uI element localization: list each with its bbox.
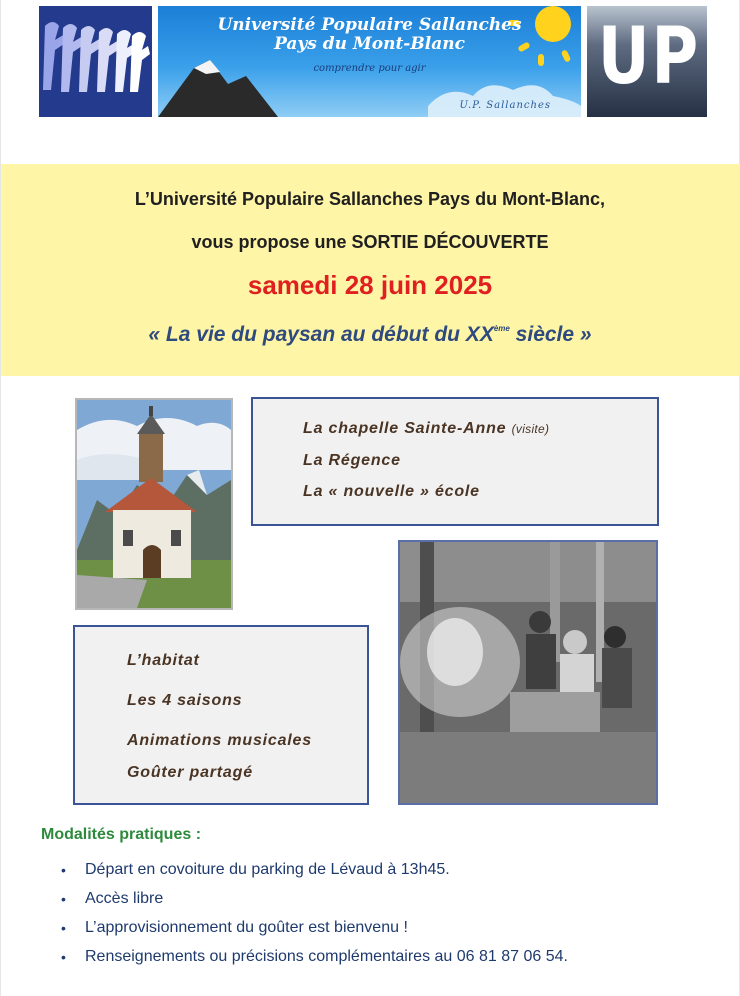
- activities-box: [73, 625, 369, 805]
- practical-list: [61, 858, 568, 974]
- activity-item: L’habitat: [127, 652, 200, 669]
- visit-chapelle: La chapelle Sainte-Anne (visite): [303, 420, 550, 437]
- walking-people-icon: [39, 6, 152, 117]
- event-date: samedi 28 juin 2025: [247, 270, 493, 300]
- visit-regence: La Régence: [303, 452, 401, 469]
- banner-tagline: comprendre pour agir: [313, 63, 426, 74]
- event-theme: « La vie du paysan au début du XXème siècle »: [148, 323, 592, 346]
- banner-title: Université Populaire Sallanches Pays du Mont-Blanc: [217, 15, 522, 54]
- practical-title: Modalités pratiques :: [41, 826, 202, 843]
- chapel-photo: [75, 398, 233, 610]
- visit-ecole: La « nouvelle » école: [303, 483, 480, 500]
- activity-item: Goûter partagé: [127, 764, 253, 781]
- activity-item: Animations musicales: [127, 732, 312, 749]
- historic-farmers-photo: [398, 540, 658, 805]
- practical-item: • L’approvisionnement du goûter est bienvenu !: [61, 916, 568, 945]
- practical-item: • Renseignements ou précisions complémentaires au 06 81 87 06 54.: [61, 945, 568, 974]
- intro-line-2: vous propose une SORTIE DÉCOUVERTE: [191, 232, 549, 252]
- walking-people-logo: [39, 6, 152, 117]
- visits-box: [251, 397, 659, 526]
- activity-item: Les 4 saisons: [127, 692, 243, 709]
- practical-item: • Accès libre: [61, 887, 568, 916]
- practical-item: • Départ en covoiture du parking de Lévaud à 13h45.: [61, 858, 568, 887]
- intro-line-1: L’Université Populaire Sallanches Pays du Mont-Blanc,: [134, 189, 606, 209]
- up-logo: [587, 6, 707, 117]
- university-banner: [158, 6, 581, 117]
- chapel-illustration: [77, 400, 231, 608]
- up-logo-text: UP: [597, 12, 700, 102]
- historic-photo-illustration: [400, 542, 656, 803]
- banner-signature: U.P. Sallanches: [459, 100, 551, 111]
